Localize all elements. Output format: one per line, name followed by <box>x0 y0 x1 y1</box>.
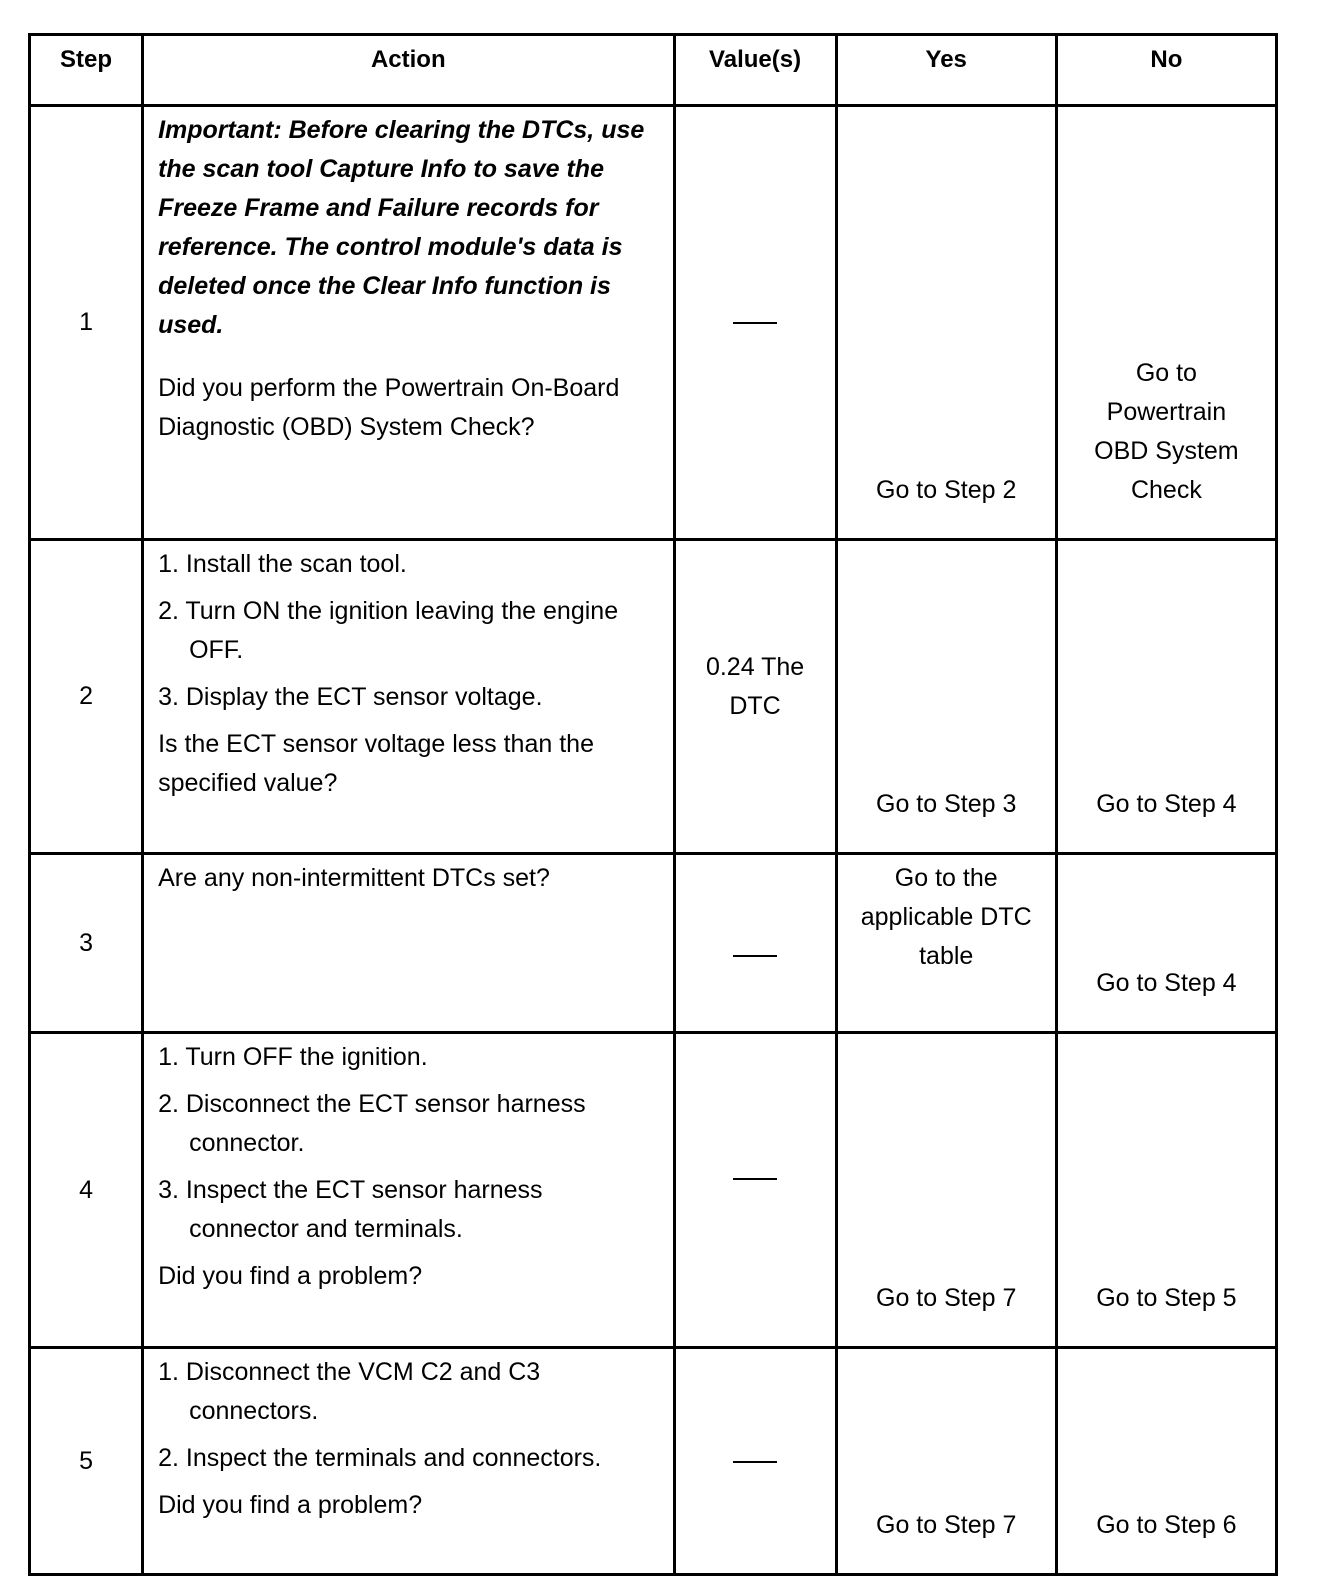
value-dash <box>733 955 777 957</box>
yes-cell: Go to Step 7 <box>836 1348 1056 1575</box>
no-cell: Go to Powertrain OBD System Check <box>1056 106 1276 540</box>
action-cell <box>143 1033 674 1348</box>
action-question: Did you find a problem? <box>158 1262 423 1290</box>
action-question: Did you find a problem? <box>158 1491 423 1519</box>
action-step: 3. Display the ECT sensor voltage. <box>158 683 543 711</box>
no-cell: Go to Step 4 <box>1056 854 1276 1033</box>
step-number: 4 <box>30 1033 143 1348</box>
table-row <box>30 1348 1277 1575</box>
yes-cell: Go to Step 3 <box>836 540 1056 854</box>
no-cell: Go to Step 5 <box>1056 1033 1276 1348</box>
table-row <box>30 854 1277 1033</box>
action-question: Are any non-intermittent DTCs set? <box>158 864 550 892</box>
action-cell <box>143 106 674 540</box>
action-question: Is the ECT sensor voltage less than the specified value? <box>158 730 594 797</box>
step-number: 5 <box>30 1348 143 1575</box>
header-no: No <box>1056 35 1276 106</box>
important-note: Important: Before clearing the DTCs, use the scan tool Capture Info to save the Freeze Frame and Failure records for reference. The control module's data is deleted once the Clear Info function is used. <box>158 116 645 339</box>
action-cell <box>143 1348 674 1575</box>
action-step: 2. Turn ON the ignition leaving the engine OFF. <box>158 597 619 664</box>
header-yes: Yes <box>836 35 1056 106</box>
no-cell: Go to Step 6 <box>1056 1348 1276 1575</box>
action-step: 3. Inspect the ECT sensor harness connector and terminals. <box>158 1176 543 1243</box>
action-step: 1. Turn OFF the ignition. <box>158 1043 428 1071</box>
value-cell <box>674 106 836 540</box>
yes-cell: Go to the applicable DTC table <box>836 854 1056 1033</box>
step-number: 3 <box>30 854 143 1033</box>
no-cell: Go to Step 4 <box>1056 540 1276 854</box>
step-number: 2 <box>30 540 143 854</box>
action-cell <box>143 540 674 854</box>
action-cell <box>143 854 674 1033</box>
value-cell <box>674 854 836 1033</box>
value-cell <box>674 1348 836 1575</box>
table-header-row <box>30 35 1277 106</box>
value-cell <box>674 1033 836 1348</box>
action-step: 2. Inspect the terminals and connectors. <box>158 1444 602 1472</box>
diagnostic-table <box>28 33 1278 1576</box>
action-step: 1. Install the scan tool. <box>158 550 407 578</box>
yes-cell: Go to Step 7 <box>836 1033 1056 1348</box>
action-step: 1. Disconnect the VCM C2 and C3 connectors. <box>158 1358 541 1425</box>
action-step: 2. Disconnect the ECT sensor harness connector. <box>158 1090 586 1157</box>
step-number: 1 <box>30 106 143 540</box>
value-dash <box>733 1178 777 1180</box>
header-step: Step <box>30 35 143 106</box>
value-cell: 0.24 The DTC <box>674 540 836 854</box>
action-question: Did you perform the Powertrain On-Board Diagnostic (OBD) System Check? <box>158 374 620 441</box>
header-action: Action <box>143 35 674 106</box>
value-dash <box>733 1461 777 1463</box>
yes-cell: Go to Step 2 <box>836 106 1056 540</box>
table-row <box>30 540 1277 854</box>
value-dash <box>733 322 777 324</box>
header-values: Value(s) <box>674 35 836 106</box>
table-row <box>30 106 1277 540</box>
table-row <box>30 1033 1277 1348</box>
